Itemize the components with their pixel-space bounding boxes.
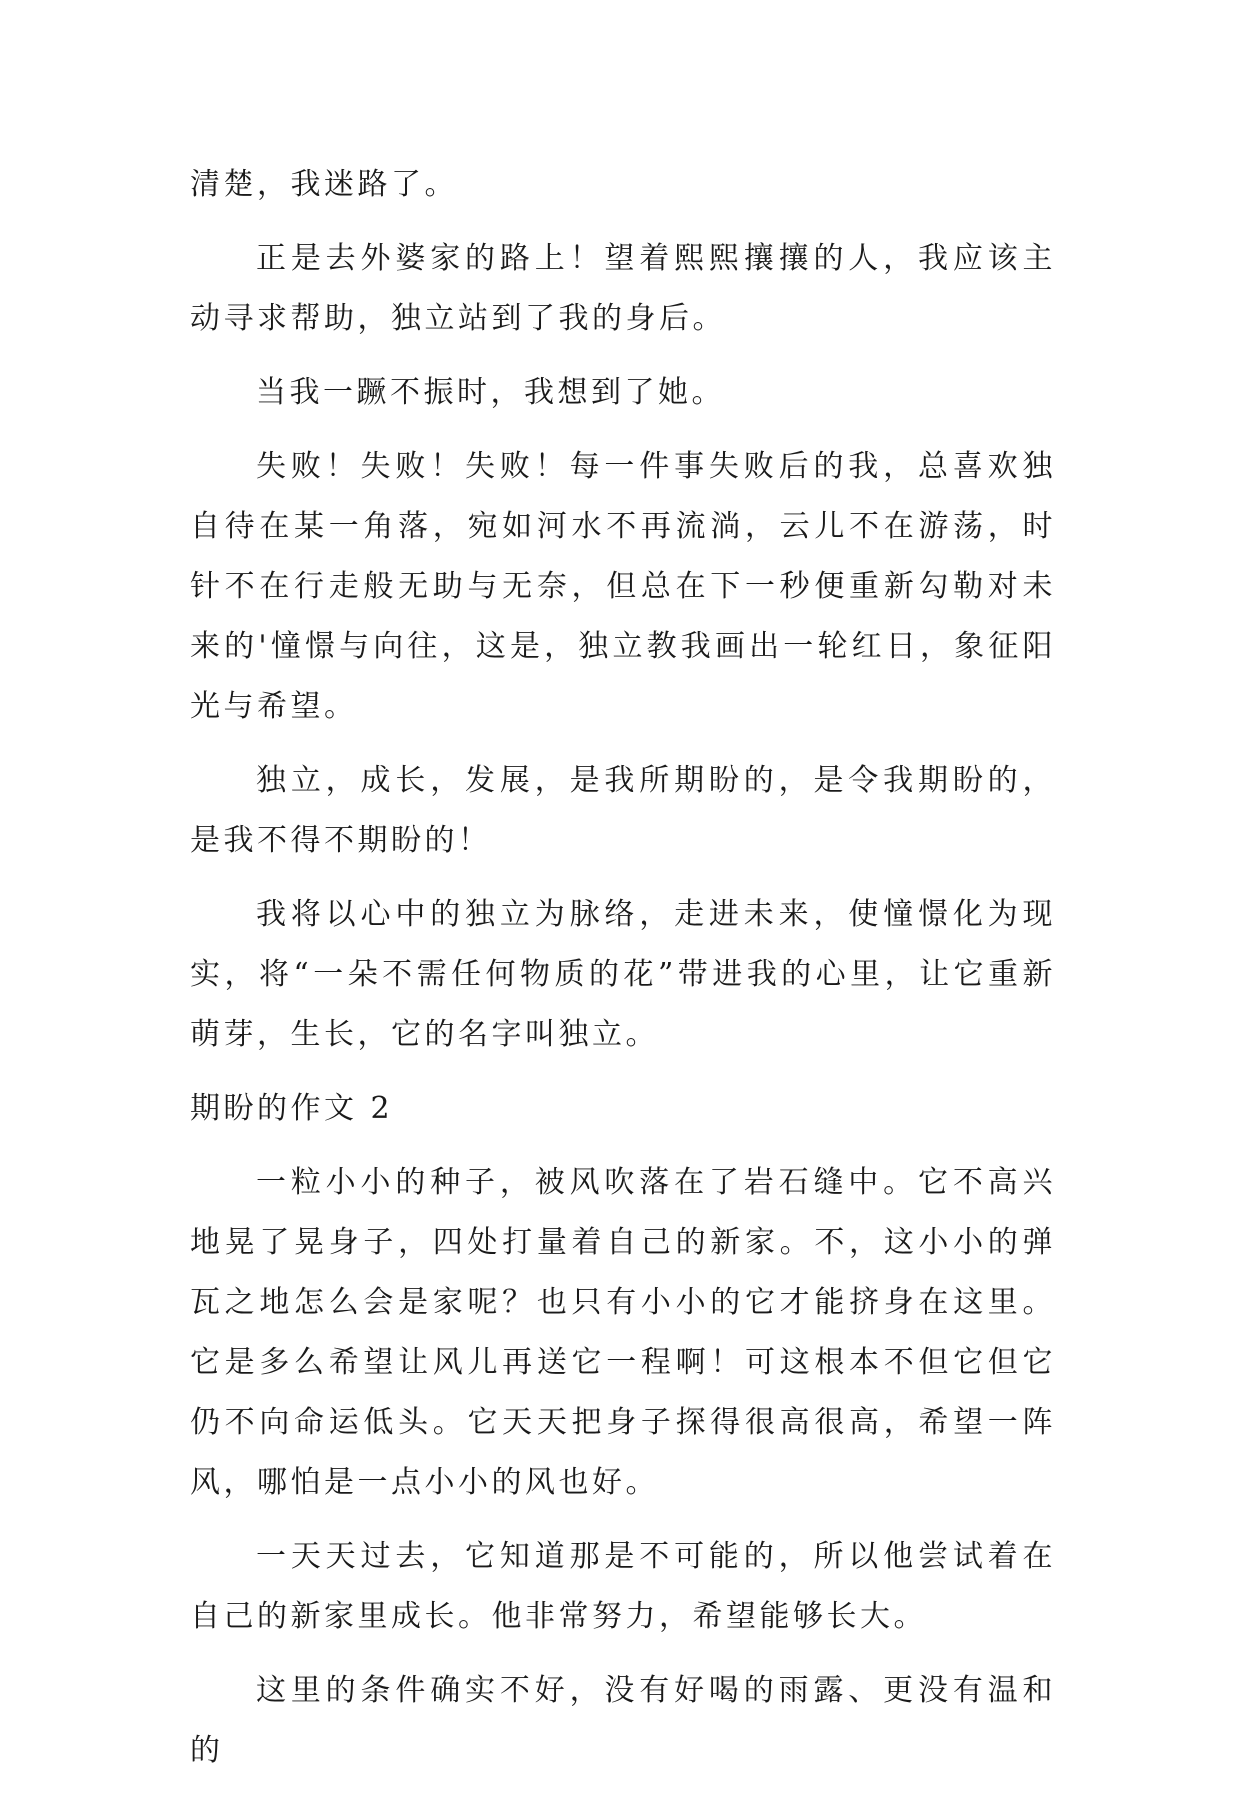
paragraph-5: 独立，成长，发展，是我所期盼的，是令我期盼的，是我不得不期盼的！ — [190, 763, 1056, 858]
paragraph-3: 当我一蹶不振时，我想到了她。 — [256, 375, 725, 410]
section-paragraph-1: 一粒小小的种子，被风吹落在了岩石缝中。它不高兴地晃了晃身子，四处打量着自己的新家。不，这小小的弹瓦之地怎么会是家呢？也只有小小的它才能挤身在这里。它是多么希望让风儿再送它一程啊！可这根本不但它但它仍不向命运低头。它天天把身子探得很高很高，希望一阵风，哪怕是一点小小的风也好。 — [190, 1165, 1056, 1500]
paragraph-1: 清楚，我迷路了。 — [190, 167, 458, 202]
paragraph-2: 正是去外婆家的路上！望着熙熙攘攘的人，我应该主动寻求帮助，独立站到了我的身后。 — [190, 241, 1056, 336]
paragraph-6: 我将以心中的独立为脉络，走进未来，使憧憬化为现实，将“一朵不需任何物质的花”带进我的心里，让它重新萌芽，生长，它的名字叫独立。 — [190, 897, 1056, 1052]
section-paragraph-3: 这里的条件确实不好，没有好喝的雨露、更没有温和的 — [190, 1673, 1056, 1768]
paragraph-4: 失败！失败！失败！每一件事失败后的我，总喜欢独自待在某一角落，宛如河水不再流淌，云儿不在游荡，时针不在行走般无助与无奈，但总在下一秒便重新勾勒对未来的'憧憬与向往，这是，独立教我画出一轮红日，象征阳光与希望。 — [190, 449, 1056, 724]
section-title: 期盼的作文 2 — [190, 1091, 394, 1126]
document-page — [190, 155, 1056, 1795]
section-paragraph-2: 一天天过去，它知道那是不可能的，所以他尝试着在自己的新家里成长。他非常努力，希望能够长大。 — [190, 1539, 1056, 1634]
